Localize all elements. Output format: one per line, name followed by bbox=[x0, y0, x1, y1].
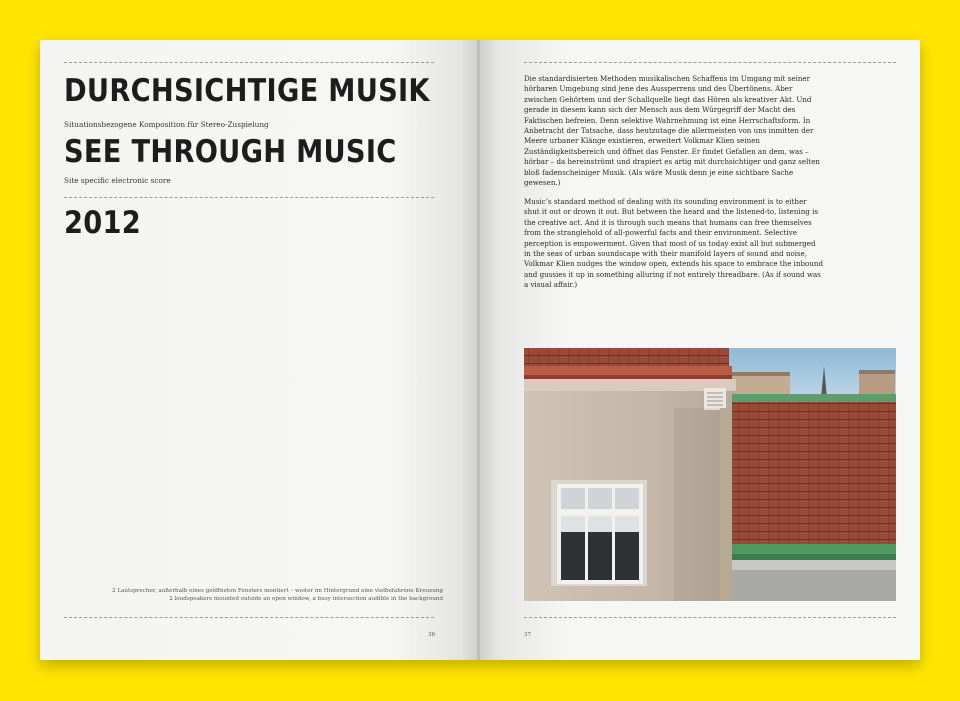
subtitle-english: Site specific electronic score bbox=[64, 176, 171, 185]
year: 2012 bbox=[64, 205, 141, 241]
top-rule bbox=[64, 62, 434, 63]
photo-illustration bbox=[524, 348, 896, 601]
right-page bbox=[480, 40, 920, 660]
building-photo bbox=[524, 348, 896, 601]
top-rule bbox=[524, 62, 896, 63]
bottom-rule bbox=[64, 617, 434, 618]
year-rule bbox=[64, 197, 434, 198]
body-text-english: Music’s standard method of dealing with its sounding environment is to either shut it out or drown it out. But between the heard and the listened-to, listening is the creative act. And it is through such means that humans can free themselves from the stranglehold of all-powerful facts and their environment. Selective perception is empowerment. Given that most of us today exist all but submerged in the seas of urban soundscape with their manifold layers of sound and noise, Volkmar Klien nudges the window open, extends his space to embrace the inbound and gussies it up in something alluring if not entirely threadbare. (As if sound was a visual affair.) bbox=[524, 197, 824, 290]
bottom-rule bbox=[524, 617, 896, 618]
book-spread bbox=[40, 40, 920, 660]
photo-caption bbox=[112, 587, 443, 604]
caption-german: 2 Lautsprecher, außerhalb eines geöffneten Fensters montiert – weiter im Hintergrund eine vielbefahrene Kreuzung bbox=[112, 588, 443, 594]
page-number-left: 36 bbox=[428, 632, 436, 638]
subtitle-german: Situationsbezogene Komposition für Stereo-Zuspielung bbox=[64, 120, 269, 129]
page-number-right: 37 bbox=[524, 632, 532, 638]
title-german: DURCHSICHTIGE MUSIK bbox=[64, 73, 430, 109]
body-text-german: Die standardisierten Methoden musikalischen Schaffens im Umgang mit seiner hörbaren Umgebung sind jene des Aussperrens und des Übertönens. Aber zwischen Gehörtem und der Schallquelle liegt das Hören als kreativer Akt. Und gerade in diesem kann sich der Mensch aus dem Würgegriff der Macht des Faktischen befreien. Denn selektive Wahrnehmung ist eine Herrschaftsform. In Anbetracht der Tatsache, dass heutzutage die allermeisten von uns inmitten der Meere urbaner Klänge existieren, erweitert Volkmar Klien seinen Zuständigkeitsbereich und öffnet das Fenster. Er findet Gefallen an dem, was – hörbar – da hereinströmt und drapiert es artig mit durchsichtiger und ganz selten bloß fadenscheiniger Musik. (Als wäre Musik denn je eine sichtbare Sache gewesen.) bbox=[524, 74, 820, 188]
caption-english: 2 loudspeakers mounted outside an open window, a busy intersection audible in the background bbox=[169, 596, 443, 603]
title-english: SEE THROUGH MUSIC bbox=[64, 134, 397, 170]
left-page bbox=[40, 40, 478, 660]
